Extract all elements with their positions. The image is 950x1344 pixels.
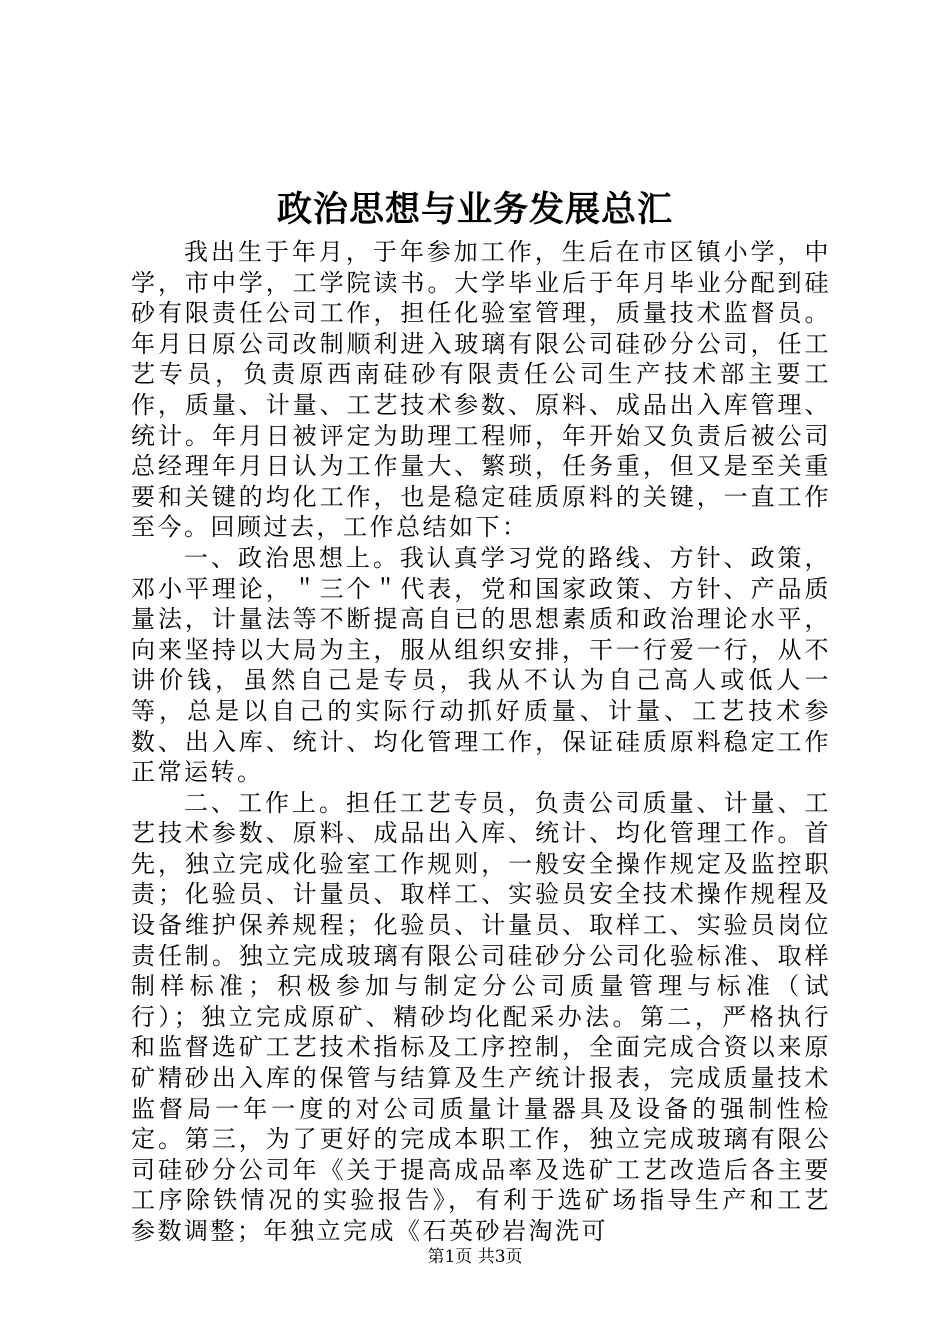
paragraph-political: 一、政治思想上。我认真学习党的路线、方针、政策，邓小平理论，＂三个＂代表，党和国家政策、方针、产品质量法，计量法等不断提高自已的思想素质和政治理论水平，向来坚持以大局为主，服从组织安排，干一行爱一行，从不讲价钱，虽然自己是专员，我从不认为自己高人或低人一等，总是以自己的实际行动抓好质量、计量、工艺技术参数、出入库、统计、均化管理工作，保证硅质原料稳定工作正常运转。 xyxy=(131,543,831,787)
paragraph-work: 二、工作上。担任工艺专员，负责公司质量、计量、工艺技术参数、原料、成品出入库、统计、均化管理工作。首先，独立完成化验室工作规则，一般安全操作规定及监控职责；化验员、计量员、取样工、实验员安全技术操作规程及设备维护保养规程；化验员、计量员、取样工、实验员岗位责任制。独立完成玻璃有限公司硅砂分公司化验标准、取样制样标准；积极参加与制定分公司质量管理与标准（试行）；独立完成原矿、精砂均化配采办法。第二，严格执行和监督选矿工艺技术指标及工序控制，全面完成合资以来原矿精砂出入库的保管与结算及生产统计报表，完成质量技术监督局一年一度的对公司质量计量器具及设备的强制性检定。第三，为了更好的完成本职工作，独立完成玻璃有限公司硅砂分公司年《关于提高成品率及选矿工艺改造后各主要工序除铁情况的实验报告》，有利于选矿场指导生产和工艺参数调整；年独立完成《石英砂岩淘洗可 xyxy=(131,788,831,1245)
page-number-footer: 第1页 共3页 xyxy=(427,1247,523,1267)
paragraph-intro: 我出生于年月，于年参加工作，生后在市区镇小学，中学，市中学，工学院读书。大学毕业后于年月毕业分配到硅砂有限责任公司工作，担任化验室管理，质量技术监督员。年月日原公司改制顺利进入玻璃有限公司硅砂分公司，任工艺专员，负责原西南硅砂有限责任公司生产技术部主要工作，质量、计量、工艺技术参数、原料、成品出入库管理、统计。年月日被评定为助理工程师，年开始又负责后被公司总经理年月日认为工作量大、繁琐，任务重，但又是至关重要和关键的均化工作，也是稳定硅质原料的关键，一直工作至今。回顾过去，工作总结如下： xyxy=(131,238,831,542)
document-body xyxy=(131,237,831,1247)
document-title: 政治思想与业务发展总汇 xyxy=(276,189,673,230)
